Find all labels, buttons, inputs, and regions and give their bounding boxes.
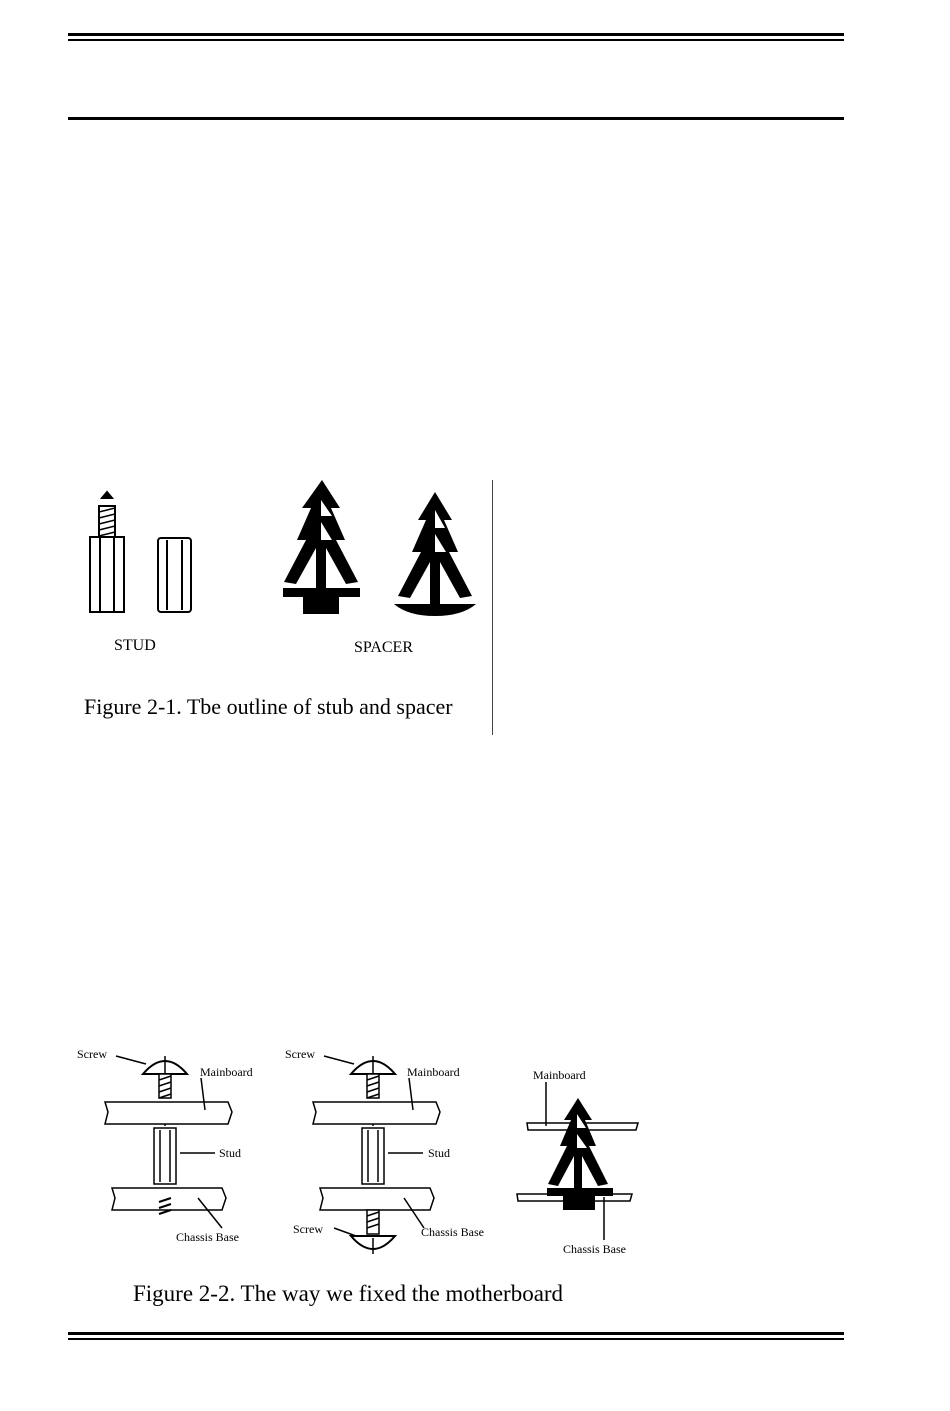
header-rule-thin [68, 39, 844, 41]
figure-2-drawing [0, 1040, 700, 1270]
stud-with-thread-icon [90, 492, 124, 612]
figure-2-caption: Figure 2-2. The way we fixed the motherboard [133, 1281, 564, 1306]
panel-c-chassis-base-label: Chassis Base [563, 1242, 626, 1256]
panel-a-stud-label: Stud [219, 1146, 242, 1160]
footer-rule-thin [68, 1338, 844, 1340]
panel-b-screw-top-label: Screw [285, 1047, 315, 1061]
stud-plain-icon [158, 538, 191, 612]
panel-b-mainboard-label: Mainboard [407, 1065, 460, 1079]
spacer-label: SPACER [354, 639, 413, 656]
panel-b-stud-label: Stud [428, 1146, 451, 1160]
spacer-flat-icon [283, 480, 360, 614]
chassis-base-plate [320, 1188, 434, 1210]
spacer-icon [547, 1098, 613, 1210]
stud-icon [154, 1128, 176, 1184]
mainboard-plate [105, 1102, 232, 1124]
panel-b-chassis-base-label: Chassis Base [421, 1225, 484, 1239]
panel-a-screw-label: Screw [77, 1047, 107, 1061]
stud-icon [362, 1128, 384, 1184]
footer-rule-thick [68, 1332, 844, 1335]
panel-b-screw-bottom-label: Screw [293, 1222, 323, 1236]
panel-a-mainboard-label: Mainboard [200, 1065, 253, 1079]
header-bottom-rule [68, 117, 844, 120]
panel-a-assembly [105, 1056, 232, 1228]
panel-a-chassis-base-label: Chassis Base [176, 1230, 239, 1244]
figure-1-drawing [0, 470, 500, 630]
figure-1-caption: Figure 2-1. Tbe outline of stub and spacer [84, 694, 453, 719]
header-rule-thick [68, 33, 844, 36]
mainboard-plate [313, 1102, 440, 1124]
panel-c-mainboard-label: Mainboard [533, 1068, 586, 1082]
stud-label: STUD [114, 637, 156, 654]
spacer-curved-icon [394, 492, 476, 616]
